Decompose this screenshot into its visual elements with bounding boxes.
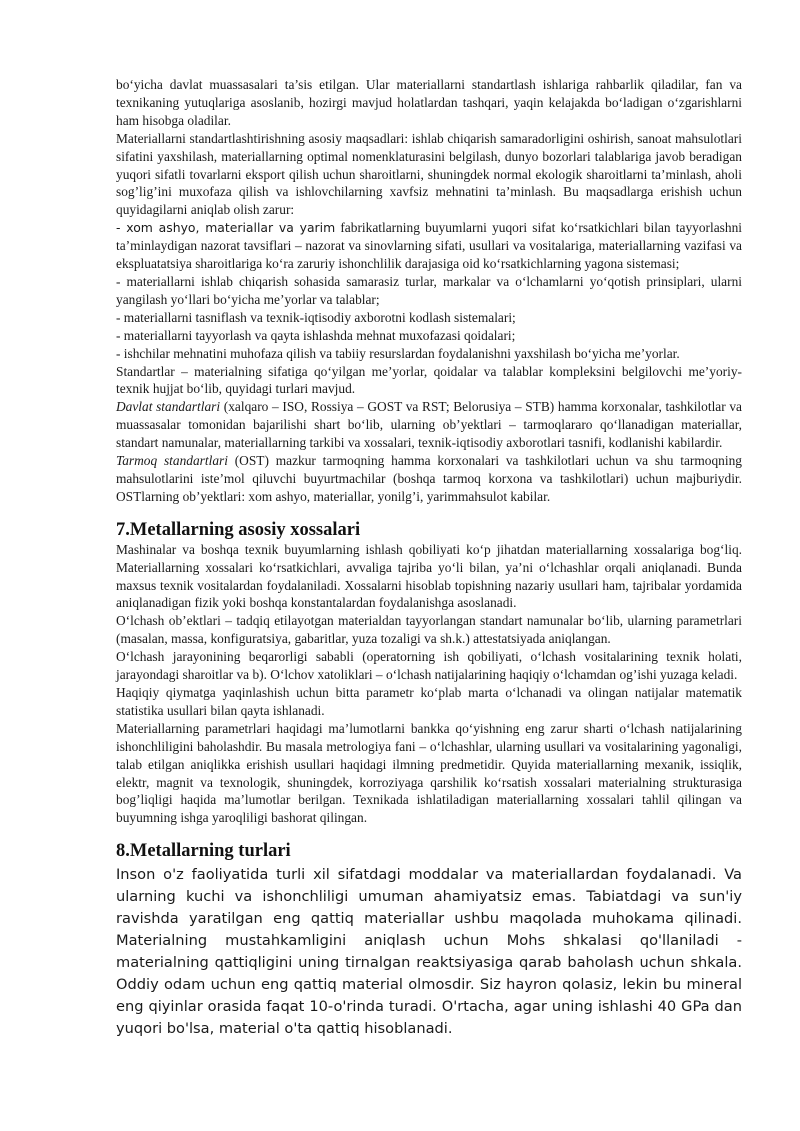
section-7-paragraph: Mashinalar va boshqa texnik buyumlarning ishlash qobiliyati ko‘p jihatdan materiallarning xossalariga bog‘liq. Materiallarning xossalari ko‘rsatkichlari, avvaliga tajriba yo‘li bilan, ya’ni o‘lchashlar orqali aniqlanadi. Bunda maxsus texnik vositalardan foydalaniladi. Xossalarni hisoblab topishning nazariy usullari ham, tajribalar yordamida aniqlanadigan fizik yoki boshqa konstantalardan foydalanishga asoslanadi. xyxy=(116,541,742,611)
state-standards-term: Davlat standartlari xyxy=(116,399,221,415)
list-item xyxy=(116,219,742,273)
requirements-list xyxy=(116,219,742,362)
list-item: - materiallarni ishlab chiqarish sohasida samarasiz turlar, markalar va o‘lchamlarni yo‘qotish prinsiplari, ularni yangilash yo‘llari bo‘yicha me’yorlar va talablar; xyxy=(116,273,742,307)
section-7-paragraph: Haqiqiy qiymatga yaqinlashish uchun bitta parametr ko‘plab marta o‘lchanadi va olingan natijalar matematik statistika usullari bilan qayta ishlanadi. xyxy=(116,685,742,718)
standards-definition: Standartlar – materialning sifatiga qo‘yilgan me’yorlar, qoidalar va talablar kompleksini belgilovchi me’yoriy-texnik hujjat bo‘lib, quyidagi turlari mavjud. xyxy=(116,363,742,397)
industry-standards-term: Tarmoq standartlari xyxy=(116,453,228,469)
section-8-paragraph: Inson o'z faoliyatida turli xil sifatdagi moddalar va materiallardan foydalanadi. Va ularning kuchi va ishonchliligi umuman ahamiyatsiz emas. Tabiatdagi va sun'iy ravishda yaratilgan eng qattiq materiallar ushbu maqolada muhokama qilinadi. Materialning mustahkamligini aniqlash uchun Mohs shkalasi qo'llaniladi - materialning qattiqligini uning tirnalgan reaktsiyasiga qarab baholash uchun shkala. Oddiy odam uchun eng qattiq material olmosdir. Siz hayron qolasiz, lekin bu mineral eng qiyinlar orasida faqat 10-o'rinda turadi. O'rtacha, agar uning ishlashi 40 GPa dan yuqori bo'lsa, material o'ta qattiq hisoblanadi. xyxy=(116,866,742,1038)
intro-paragraph-1: bo‘yicha davlat muassasalari ta’sis etilgan. Ular materiallarni standartlash ishlariga rahbarlik qiladilar, fan va texnikaning yutuqlariga asoslanib, hozirgi mavjud holatlardan tashqari, yaqin kelajakda bo‘ladigan o‘zgarishlarni ham hisobga oladilar. xyxy=(116,77,742,128)
section-7-paragraph: O‘lchash jarayonining beqarorligi sababli (operatorning ish qobiliyati, o‘lchash vositalarining texnik holati, jarayondagi sharoitlar va b). O‘lchov xatoliklari – o‘lchash natijalarining haqiqiy o‘lchamdan og’ishi yuzaga keladi. xyxy=(116,649,742,683)
section-7-paragraph: O‘lchash ob’ektlari – tadqiq etilayotgan materialdan tayyorlangan standart namunalar bo‘lib, ularning parametrlari (masalan, massa, konfiguratsiya, gabaritlar, yuza tozaligi va sh.k.) attestatsiyada aniqlangan. xyxy=(116,613,742,647)
list-item: - ishchilar mehnatini muhofaza qilish va tabiiy resurslardan foydalanishni yaxshilash bo‘yicha me’yorlar. xyxy=(116,345,680,361)
industry-standards-text: (OST) mazkur tarmoqning hamma korxonalari va tashkilotlari uchun va shu tarmoqning mahsulotlarini iste’mol qiluvchi buyurtmachilar (boshqa tarmoq korxona va tashkilotlari) uchun majburiydir. OSTlarning ob’yektlari: xom ashyo, materiallar, yonilg’i, yarimmahsulot kabilar. xyxy=(116,453,742,504)
section-8-heading: 8.Metallarning turlari xyxy=(116,841,291,862)
state-standards-text: (xalqaro – ISO, Rossiya – GOST va RST; Belorusiya – STB) hamma korxonalar, tashkilotlar va muassasalar tomonidan bajarilishi shart bo‘lib, ularning ob’yektlari – tarmoqlararo qo‘llanadigan materiallar, standart namunalar, materiallarning tarkibi va xossalari, texnik-iqtisodiy axborotlari tasnifi, kodlanishi kabilardir. xyxy=(116,399,742,451)
intro-paragraph-2: Materiallarni standartlashtirishning asosiy maqsadlari: ishlab chiqarish samaradorligini oshirish, sanoat mahsulotlari sifatini yaxshilash, materiallarning optimal nomenklaturasini belgilash, dunyo bozorlari talablariga javob beradigan yuqori sifatli tovarlarni eksport qilish uchun sharoitlarni, shuningdek normal ekologik sharoitlarni ta’minlash, aholi sog’lig’ini muxofaza qilish va ishlovchilarning xavfsiz mehnatini ta’minlash. Bu maqsadlarga erishish uchun quyidagilarni aniqlab olish zarur: xyxy=(116,130,742,218)
section-7-paragraph: Materiallarning parametrlari haqidagi ma’lumotlarni bankka qo‘yishning eng zarur sharti o‘lchash natijalarining ishonchliligini baholashdir. Bu masala metrologiya fani – o‘lchashlar, ularning usullari va vositalarining yagonaligi, talab etilgan aniqlikka erishish usullari haqidagi ilmning predmetidir. Quyida materiallarning mexanik, issiqlik, elektr, magnit va texnologik, shuningdek, korroziyaga qarshilik ko‘rsatish xossalari materialning strukturasiga bog’liqligi haqida ma’lumotlar berilgan. Texnikada ishlatiladigan materiallarning xossalari tahlil qilingan va buyumning ishga yaroqliligi bashorat qilingan. xyxy=(116,720,742,826)
industry-standards-paragraph xyxy=(116,452,742,506)
list-item-text: fabrikatlarning buyumlarni yuqori sifat ko‘rsatkichlari bilan tayyorlashni ta’minlaydigan nazorat tavsiflari – nazorat va sinovlarning sifati, usullari va vositalariga, materiallarning vazifasi va ekspluatatsiya sharoitlariga ko‘ra zaruriy ishonchlilik darajasiga oid ko‘rsatkichlarning yagona sistemasi; xyxy=(116,220,742,272)
state-standards-paragraph xyxy=(116,398,742,452)
section-7-heading: 7.Metallarning asosiy xossalari xyxy=(116,519,361,540)
list-item-lead: - xom ashyo, materiallar va yarim xyxy=(116,220,336,236)
list-item: - materiallarni tayyorlash va qayta ishlashda mehnat muxofazasi qoidalari; xyxy=(116,327,516,343)
list-item: - materiallarni tasniflash va texnik-iqtisodiy axborotni kodlash sistemalari; xyxy=(116,309,516,325)
document-page xyxy=(116,76,742,1040)
